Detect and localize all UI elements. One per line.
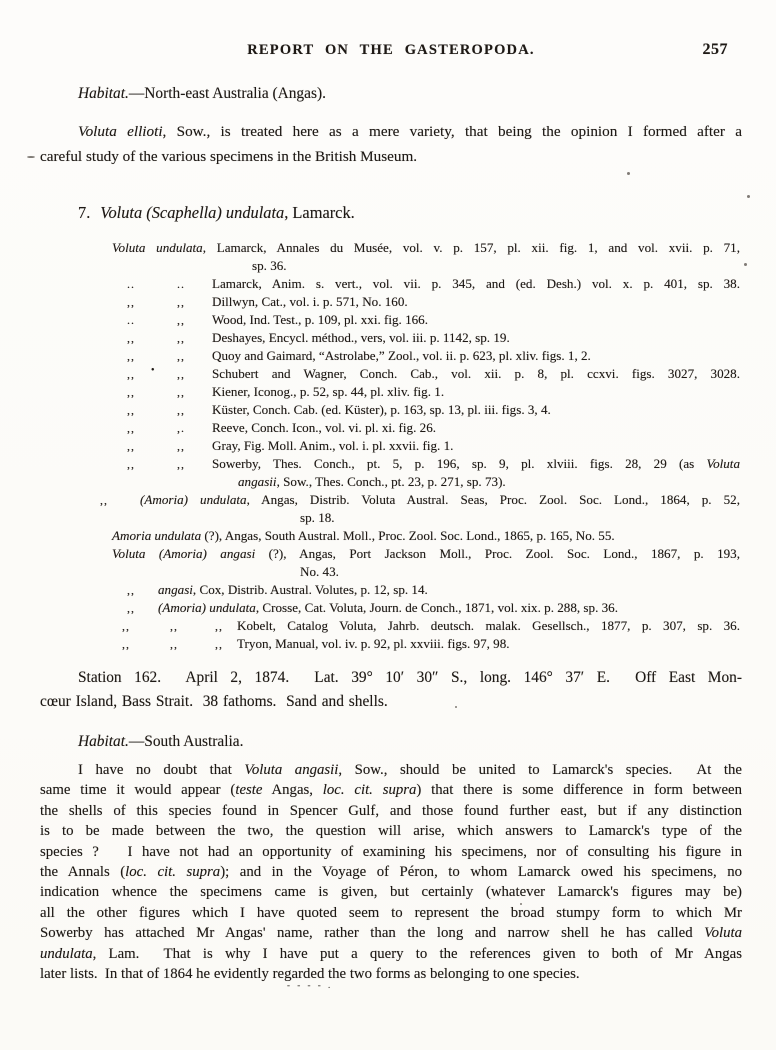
synonymy-row <box>0 581 776 599</box>
synonymy-row <box>0 293 776 311</box>
ditto-mark: ,, <box>100 493 108 507</box>
discussion-paragraph <box>40 760 742 984</box>
reference-text: Tryon, Manual, vol. iv. p. 92, pl. xxviii. figs. 97, 98. <box>237 636 510 651</box>
synonymy-row <box>0 635 776 653</box>
text-line: careful study of the various specimens in the British Museum. <box>40 147 418 165</box>
scan-speck <box>627 172 630 175</box>
ditto-mark: ,, <box>122 637 130 651</box>
reference-text: Schubert and Wagner, Conch. Cab., vol. xii. p. 8, pl. ccxvi. figs. 3027, 3028. <box>212 366 740 381</box>
synonymy-row <box>0 275 776 293</box>
ditto-mark: .. <box>177 277 185 291</box>
text-line: same time it would appear (teste Angas, loc. cit. supra) that there is some difference in form between <box>40 782 742 799</box>
continuation-text: sp. 36. <box>252 258 287 273</box>
synonymy-row <box>0 617 776 635</box>
page-number: 257 <box>702 41 728 58</box>
reference-text: Dillwyn, Cat., vol. i. p. 571, No. 160. <box>212 294 408 309</box>
synonymy-list <box>0 239 776 653</box>
text-line: Station 162. April 2, 1874. Lat. 39° 10′ 30″ S., long. 146° 37′ E. Off East Mon- <box>78 669 742 686</box>
scan-speck <box>747 195 750 198</box>
ditto-mark: ,, <box>127 439 135 453</box>
text-line: Sowerby has attached Mr Angas' name, rather than the long and narrow shell he has called Voluta <box>40 925 742 942</box>
synonymy-row <box>0 527 776 545</box>
synonymy-continuation <box>0 473 776 491</box>
ditto-mark: ,, <box>127 601 135 615</box>
text-line: all the other figures which I have quoted seem to represent the broad stumpy form to which Mr <box>40 904 742 921</box>
synonymy-continuation <box>0 509 776 527</box>
reference-text: Voluta (Amoria) angasi (?), Angas, Port Jackson Moll., Proc. Zool. Soc. Lond., 1867, p. 193, <box>112 546 740 561</box>
synonymy-row <box>0 365 776 383</box>
reference-text: Sowerby, Thes. Conch., pt. 5, p. 196, sp. 9, pl. xlviii. figs. 28, 29 (as Voluta <box>212 456 740 471</box>
synonymy-row <box>0 329 776 347</box>
reference-text: Deshayes, Encycl. méthod., vers, vol. iii. p. 1142, sp. 19. <box>212 330 510 345</box>
habitat-value: —North-east Australia (Angas). <box>128 85 326 102</box>
synonymy-row <box>0 455 776 473</box>
continuation-text: No. 43. <box>300 564 339 579</box>
reference-text: (Amoria) undulata, Crosse, Cat. Voluta, Journ. de Conch., 1871, vol. xix. p. 288, sp. 36. <box>158 600 618 615</box>
synonymy-row <box>0 401 776 419</box>
ditto-mark: .. <box>127 313 135 327</box>
page-title: REPORT ON THE GASTEROPODA. <box>247 42 535 58</box>
ditto-mark: ,, <box>177 439 185 453</box>
ditto-mark: ,, <box>170 619 178 633</box>
continuation-text: sp. 18. <box>300 510 335 525</box>
paragraph-voluta-ellioti <box>40 120 742 169</box>
ditto-mark: ,, <box>127 331 135 345</box>
habitat-value: —South Australia. <box>128 733 244 750</box>
species-number: 7. <box>78 203 91 222</box>
ditto-mark: ,, <box>127 583 135 597</box>
ditto-mark: ,, <box>127 295 135 309</box>
synonymy-row <box>0 239 776 257</box>
ditto-mark: ,, <box>127 403 135 417</box>
synonymy-row <box>0 491 776 509</box>
synonymy-row <box>0 545 776 563</box>
habitat-line-north <box>40 85 740 103</box>
reference-text: angasi, Cox, Distrib. Austral. Volutes, p. 12, sp. 14. <box>158 582 428 597</box>
ditto-mark: ,, <box>177 295 185 309</box>
ditto-mark: .. <box>127 277 135 291</box>
asterisk-mark: • <box>151 365 155 376</box>
ditto-mark: ,, <box>170 637 178 651</box>
reference-text: Lamarck, Anim. s. vert., vol. vii. p. 345, and (ed. Desh.) vol. x. p. 401, sp. 38. <box>212 276 740 291</box>
reference-text: (Amoria) undulata, Angas, Distrib. Voluta Austral. Seas, Proc. Zool. Soc. Lond., 1864, p. 52, <box>140 492 740 507</box>
synonymy-row <box>0 437 776 455</box>
reference-text: Kobelt, Catalog Voluta, Jahrb. deutsch. malak. Gesellsch., 1877, p. 307, sp. 36. <box>237 618 740 633</box>
scan-speck <box>455 706 457 708</box>
reference-text: Quoy and Gaimard, “Astrolabe,” Zool., vol. ii. p. 623, pl. xliv. figs. 1, 2. <box>212 348 591 363</box>
reference-text: Küster, Conch. Cab. (ed. Küster), p. 163, sp. 13, pl. iii. figs. 3, 4. <box>212 402 551 417</box>
ditto-mark: ,. <box>177 421 185 435</box>
habitat-label: Habitat. <box>78 733 129 750</box>
text-line: the Annals (loc. cit. supra); and in the Voyage of Péron, to whom Lamarck owed his specimens, no <box>40 864 742 881</box>
ditto-mark: ,, <box>177 313 185 327</box>
reference-text: Gray, Fig. Moll. Anim., vol. i. pl. xxvii. fig. 1. <box>212 438 454 453</box>
continuation-text: angasii, Sow., Thes. Conch., pt. 23, p. 271, sp. 73). <box>238 474 506 489</box>
synonymy-row <box>0 599 776 617</box>
synonymy-continuation <box>0 563 776 581</box>
ditto-mark: ,, <box>177 385 185 399</box>
station-paragraph <box>40 666 742 714</box>
synonymy-row <box>0 311 776 329</box>
text-line: Voluta ellioti, Sow., is treated here as a mere variety, that being the opinion I formed after a <box>78 123 742 140</box>
species-heading <box>78 203 355 223</box>
synonymy-continuation <box>0 257 776 275</box>
ditto-mark: ,, <box>215 619 223 633</box>
synonymy-row <box>0 383 776 401</box>
text-line: the shells of this species found in Spencer Gulf, and those found further east, but if any distinction <box>40 802 742 819</box>
synonymy-row <box>0 347 776 365</box>
scan-speck <box>27 156 35 158</box>
reference-text: Reeve, Conch. Icon., vol. vi. pl. xi. fig. 26. <box>212 420 437 435</box>
ditto-mark: ,, <box>177 349 185 363</box>
text-line: cœur Island, Bass Strait. 38 fathoms. Sand and shells. <box>40 693 388 710</box>
species-name: Voluta (Scaphella) undulata <box>100 203 285 222</box>
ditto-mark: ,, <box>215 637 223 651</box>
text-line: species ? I have not had an opportunity of examining his specimens, nor of consulting his figure in <box>40 843 742 860</box>
ditto-mark: ,, <box>127 349 135 363</box>
text-line: undulata, Lam. That is why I have put a query to the references given to both of Mr Angas <box>40 945 742 962</box>
ditto-mark: ,, <box>127 385 135 399</box>
text-line: is to be made between the two, the question will arise, which answers to Lamarck's type of the <box>40 823 742 840</box>
text-line: I have no doubt that Voluta angasii, Sow., should be united to Lamarck's species. At the <box>78 762 742 778</box>
ditto-mark: ,, <box>177 403 185 417</box>
ditto-mark: ,, <box>127 367 135 381</box>
habitat-label: Habitat. <box>78 85 129 102</box>
reference-text: Voluta undulata, Lamarck, Annales du Musée, vol. v. p. 157, pl. xii. fig. 1, and vol. xvii. p. 71, <box>112 240 740 255</box>
ditto-mark: ,, <box>177 457 185 471</box>
ditto-mark: ,, <box>127 421 135 435</box>
species-author: , Lamarck. <box>284 203 355 222</box>
reference-text: Wood, Ind. Test., p. 109, pl. xxi. fig. 166. <box>212 312 429 327</box>
reference-text: Amoria undulata (?), Angas, South Austral. Moll., Proc. Zool. Soc. Lond., 1865, p. 165, No. 55. <box>112 528 615 543</box>
ditto-mark: ,, <box>177 367 185 381</box>
running-head <box>40 42 742 62</box>
habitat-line-south <box>40 733 740 751</box>
end-dashes: - - - - . <box>287 980 333 990</box>
ditto-mark: ,, <box>122 619 130 633</box>
ditto-mark: ,, <box>177 331 185 345</box>
text-line: indication whence the specimens came is given, but certainly (whatever Lamarck's figures may be) <box>40 884 742 901</box>
reference-text: Kiener, Iconog., p. 52, sp. 44, pl. xliv. fig. 1. <box>212 384 445 399</box>
scan-speck <box>520 903 522 905</box>
scan-speck <box>744 263 747 266</box>
ditto-mark: ,, <box>127 457 135 471</box>
text-line: later lists. In that of 1864 he evidently regarded the two forms as belonging to one species. <box>40 966 580 983</box>
synonymy-row <box>0 419 776 437</box>
